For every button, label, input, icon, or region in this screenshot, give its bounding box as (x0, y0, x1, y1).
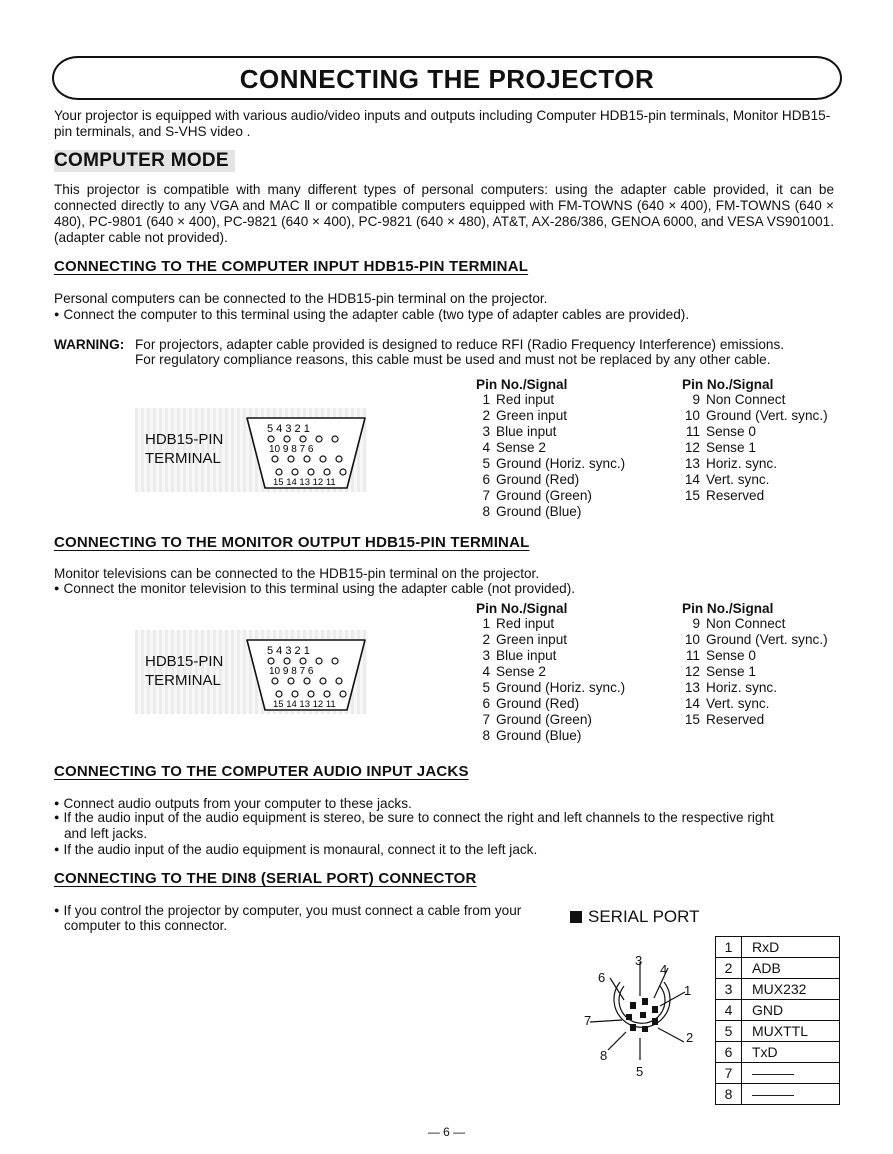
pin-list-right-1 (682, 377, 828, 504)
pin-signal: Sense 2 (496, 440, 546, 455)
serial-pin-number: 4 (716, 1000, 742, 1021)
pin-number: 12 (684, 440, 700, 455)
pin-number: 15 (684, 712, 700, 727)
pin-number: 12 (684, 664, 700, 679)
pin-signal: Ground (Vert. sync.) (706, 408, 828, 423)
pin-list-left-1 (476, 377, 625, 520)
pin-signal: Green input (496, 408, 568, 423)
serial-pin-number: 3 (716, 979, 742, 1000)
connector-diagram-computer (135, 408, 367, 492)
pin-signal: Sense 1 (706, 440, 756, 455)
serial-pin-signal: RxD (742, 937, 840, 958)
pin-number: 8 (482, 728, 490, 743)
pin-row (476, 456, 625, 472)
serial-port-title-text: SERIAL PORT (588, 907, 700, 926)
pin-row (476, 392, 625, 408)
din-pin-label-8: 8 (600, 1048, 608, 1063)
serial-table-row (716, 979, 840, 1000)
monitor-output-line: Monitor televisions can be connected to the HDB15-pin terminal on the projector. (54, 566, 540, 581)
serial-pin-number: 6 (716, 1042, 742, 1063)
page-number: — 6 — (427, 1125, 466, 1139)
pin-row (682, 392, 828, 408)
pin-signal: Ground (Red) (496, 696, 580, 711)
serial-table-row (716, 937, 840, 958)
svg-text:5 4 3 2 1: 5 4 3 2 1 (267, 645, 310, 657)
pin-row (476, 472, 625, 488)
pin-signal: Red input (496, 392, 555, 407)
connector-label-line-2: TERMINAL (145, 672, 221, 689)
serial-pin-number: 7 (716, 1063, 742, 1084)
pin-signal: Vert. sync. (706, 472, 770, 487)
pin-signal: Vert. sync. (706, 696, 770, 711)
square-bullet-icon (570, 911, 582, 923)
pin-row (476, 632, 625, 648)
audio-bullet-2-cont: and left jacks. (64, 826, 148, 841)
pin-number: 1 (482, 616, 490, 631)
serial-pin-signal: GND (742, 1000, 840, 1021)
pin-signal: Non Connect (706, 392, 786, 407)
din8-heading: CONNECTING TO THE DIN8 (SERIAL PORT) CONNECTOR (54, 870, 477, 887)
serial-table-row (716, 1084, 840, 1105)
computer-input-bullet: ● Connect the computer to this terminal using the adapter cable (two type of adapter cables are provided). (54, 307, 689, 324)
pin-signal: Ground (Blue) (496, 728, 582, 743)
pin-signal: Green input (496, 632, 568, 647)
pin-signal: Blue input (496, 424, 557, 439)
serial-table-row (716, 958, 840, 979)
pin-signal: Sense 0 (706, 648, 756, 663)
pin-signal: Ground (Vert. sync.) (706, 632, 828, 647)
pin-row (476, 648, 625, 664)
warning-line-1: For projectors, adapter cable provided is designed to reduce RFI (Radio Frequency Interference) emissions. (135, 337, 785, 352)
serial-pin-number: 1 (716, 937, 742, 958)
pin-row (682, 696, 828, 712)
pin-number: 7 (482, 712, 490, 727)
svg-text:5 4 3 2 1: 5 4 3 2 1 (267, 423, 310, 435)
pin-signal: Ground (Red) (496, 472, 580, 487)
serial-pin-signal: TxD (742, 1042, 840, 1063)
intro-text: Your projector is equipped with various audio/video inputs and outputs including Computer HDB15-pin terminals, Monitor HDB15-pin terminals, and S-VHS video . (54, 108, 831, 139)
monitor-output-bullet: ● Connect the monitor television to this terminal using the adapter cable (not provided). (54, 581, 575, 598)
pin-number: 1 (482, 392, 490, 407)
pin-number: 9 (692, 616, 700, 631)
pin-row (682, 408, 828, 424)
pin-signal: Non Connect (706, 616, 786, 631)
serial-port-title (570, 907, 699, 927)
pin-row (476, 728, 625, 744)
hdb15-connector-icon (243, 636, 369, 714)
pin-signal: Red input (496, 616, 555, 631)
svg-text:15 14 13 12 11: 15 14 13 12 11 (273, 477, 336, 488)
pin-row (476, 616, 625, 632)
pin-number: 5 (482, 456, 490, 471)
audio-bullet-3: ● If the audio input of the audio equipment is monaural, connect it to the left jack. (54, 842, 537, 859)
pin-signal: Sense 2 (496, 664, 546, 679)
pin-number: 10 (684, 632, 700, 647)
connector-label-line-2: TERMINAL (145, 450, 221, 467)
serial-pin-number: 8 (716, 1084, 742, 1105)
serial-table-row (716, 1063, 840, 1084)
audio-bullet-2: ● If the audio input of the audio equipment is stereo, be sure to connect the right and left channels to the respective right (54, 810, 774, 827)
serial-pin-signal: ——— (742, 1084, 840, 1105)
din-pin-label-1: 1 (684, 983, 692, 998)
pin-number: 4 (482, 664, 490, 679)
pin-row (476, 696, 625, 712)
pin-list-right-2 (682, 601, 828, 728)
pin-number: 13 (684, 680, 700, 695)
pin-number: 2 (482, 632, 490, 647)
pin-list-left-2 (476, 601, 625, 744)
pin-signal: Blue input (496, 648, 557, 663)
serial-port-pin-table (715, 936, 840, 1105)
connector-diagram-monitor (135, 630, 367, 714)
pin-signal: Reserved (706, 488, 765, 503)
audio-bullet-1: ● Connect audio outputs from your computer to these jacks. (54, 796, 412, 813)
pin-header: Pin No./Signal (476, 377, 568, 392)
din8-connector-icon (580, 950, 700, 1080)
din8-bullet-cont: computer to this connector. (64, 918, 228, 933)
pin-number: 3 (482, 424, 490, 439)
serial-table-row (716, 1021, 840, 1042)
pin-signal: Horiz. sync. (706, 680, 778, 695)
pin-number: 7 (482, 488, 490, 503)
pin-number: 8 (482, 504, 490, 519)
connector-label-line-1: HDB15-PIN (145, 653, 224, 670)
pin-row (476, 504, 625, 520)
pin-row (476, 680, 625, 696)
din-pin-label-3: 3 (635, 953, 643, 968)
svg-text:10 9 8 7 6: 10 9 8 7 6 (269, 666, 314, 677)
pin-signal: Horiz. sync. (706, 456, 778, 471)
serial-pin-signal: MUXTTL (742, 1021, 840, 1042)
pin-number: 6 (482, 472, 490, 487)
pin-number: 6 (482, 696, 490, 711)
pin-header: Pin No./Signal (682, 377, 774, 392)
pin-row (682, 648, 828, 664)
din-pin-label-5: 5 (636, 1064, 644, 1079)
pin-number: 5 (482, 680, 490, 695)
pin-signal: Ground (Green) (496, 488, 592, 503)
din-pin-label-2: 2 (686, 1030, 694, 1045)
pin-number: 15 (684, 488, 700, 503)
din-pin-label-4: 4 (660, 962, 668, 977)
warning-line-2: For regulatory compliance reasons, this cable must be used and must not be replaced by any other cable. (135, 352, 771, 367)
pin-signal: Sense 1 (706, 664, 756, 679)
computer-mode-heading: COMPUTER MODE (54, 150, 235, 172)
pin-number: 10 (684, 408, 700, 423)
din-pin-label-6: 6 (598, 970, 606, 985)
serial-pin-number: 5 (716, 1021, 742, 1042)
pin-number: 14 (684, 696, 700, 711)
computer-mode-text: This projector is compatible with many different types of personal computers: using the adapter cable provided, it can be connected directly to any VGA and MAC Ⅱ or compatible computers equipped with FM-TOWNS (640 × 400), FM-TOWNS (640 × 480), PC-9801 (640 × 400), PC-9821 (640 × 400), PC-9821 (640 × 480), AT&T, AX-286/386, GENOA 6000, and VESA VS901001. (adapter cable not provided). (54, 182, 834, 245)
pin-signal: Ground (Horiz. sync.) (496, 456, 626, 471)
connector-label-line-1: HDB15-PIN (145, 431, 224, 448)
svg-text:15 14 13 12 11: 15 14 13 12 11 (273, 699, 336, 710)
serial-pin-signal: ADB (742, 958, 840, 979)
serial-pin-signal: MUX232 (742, 979, 840, 1000)
computer-input-heading: CONNECTING TO THE COMPUTER INPUT HDB15-PIN TERMINAL (54, 258, 529, 275)
svg-text:10 9 8 7 6: 10 9 8 7 6 (269, 444, 314, 455)
pin-signal: Ground (Green) (496, 712, 592, 727)
pin-signal: Ground (Blue) (496, 504, 582, 519)
pin-number: 9 (692, 392, 700, 407)
pin-row (476, 664, 625, 680)
pin-row (476, 712, 625, 728)
serial-pin-number: 2 (716, 958, 742, 979)
pin-row (682, 712, 828, 728)
pin-number: 11 (685, 424, 700, 439)
pin-number: 3 (482, 648, 490, 663)
serial-table-row (716, 1000, 840, 1021)
hdb15-connector-icon (243, 414, 369, 492)
pin-number: 14 (684, 472, 700, 487)
pin-row (682, 632, 828, 648)
page-title: CONNECTING THE PROJECTOR (239, 64, 655, 94)
pin-signal: Sense 0 (706, 424, 756, 439)
serial-pin-signal: ——— (742, 1063, 840, 1084)
pin-number: 11 (685, 648, 700, 663)
monitor-output-heading: CONNECTING TO THE MONITOR OUTPUT HDB15-PIN TERMINAL (54, 534, 530, 551)
pin-row (682, 440, 828, 456)
pin-row (682, 456, 828, 472)
pin-row (682, 616, 828, 632)
pin-row (682, 680, 828, 696)
title-frame (52, 56, 842, 100)
pin-header: Pin No./Signal (476, 601, 568, 616)
pin-number: 4 (482, 440, 490, 455)
pin-header: Pin No./Signal (682, 601, 774, 616)
serial-table-row (716, 1042, 840, 1063)
pin-row (682, 424, 828, 440)
pin-number: 13 (684, 456, 700, 471)
pin-row (682, 664, 828, 680)
computer-input-line: Personal computers can be connected to the HDB15-pin terminal on the projector. (54, 291, 548, 306)
din8-bullet: ● If you control the projector by computer, you must connect a cable from your (54, 903, 521, 920)
pin-row (476, 440, 625, 456)
pin-row (476, 424, 625, 440)
din-pin-label-7: 7 (584, 1013, 592, 1028)
warning-label: WARNING: (54, 337, 125, 352)
pin-row (682, 488, 828, 504)
pin-row (682, 472, 828, 488)
pin-signal: Reserved (706, 712, 765, 727)
pin-signal: Ground (Horiz. sync.) (496, 680, 626, 695)
audio-input-heading: CONNECTING TO THE COMPUTER AUDIO INPUT JACKS (54, 763, 469, 780)
pin-row (476, 408, 625, 424)
pin-number: 2 (482, 408, 490, 423)
pin-row (476, 488, 625, 504)
